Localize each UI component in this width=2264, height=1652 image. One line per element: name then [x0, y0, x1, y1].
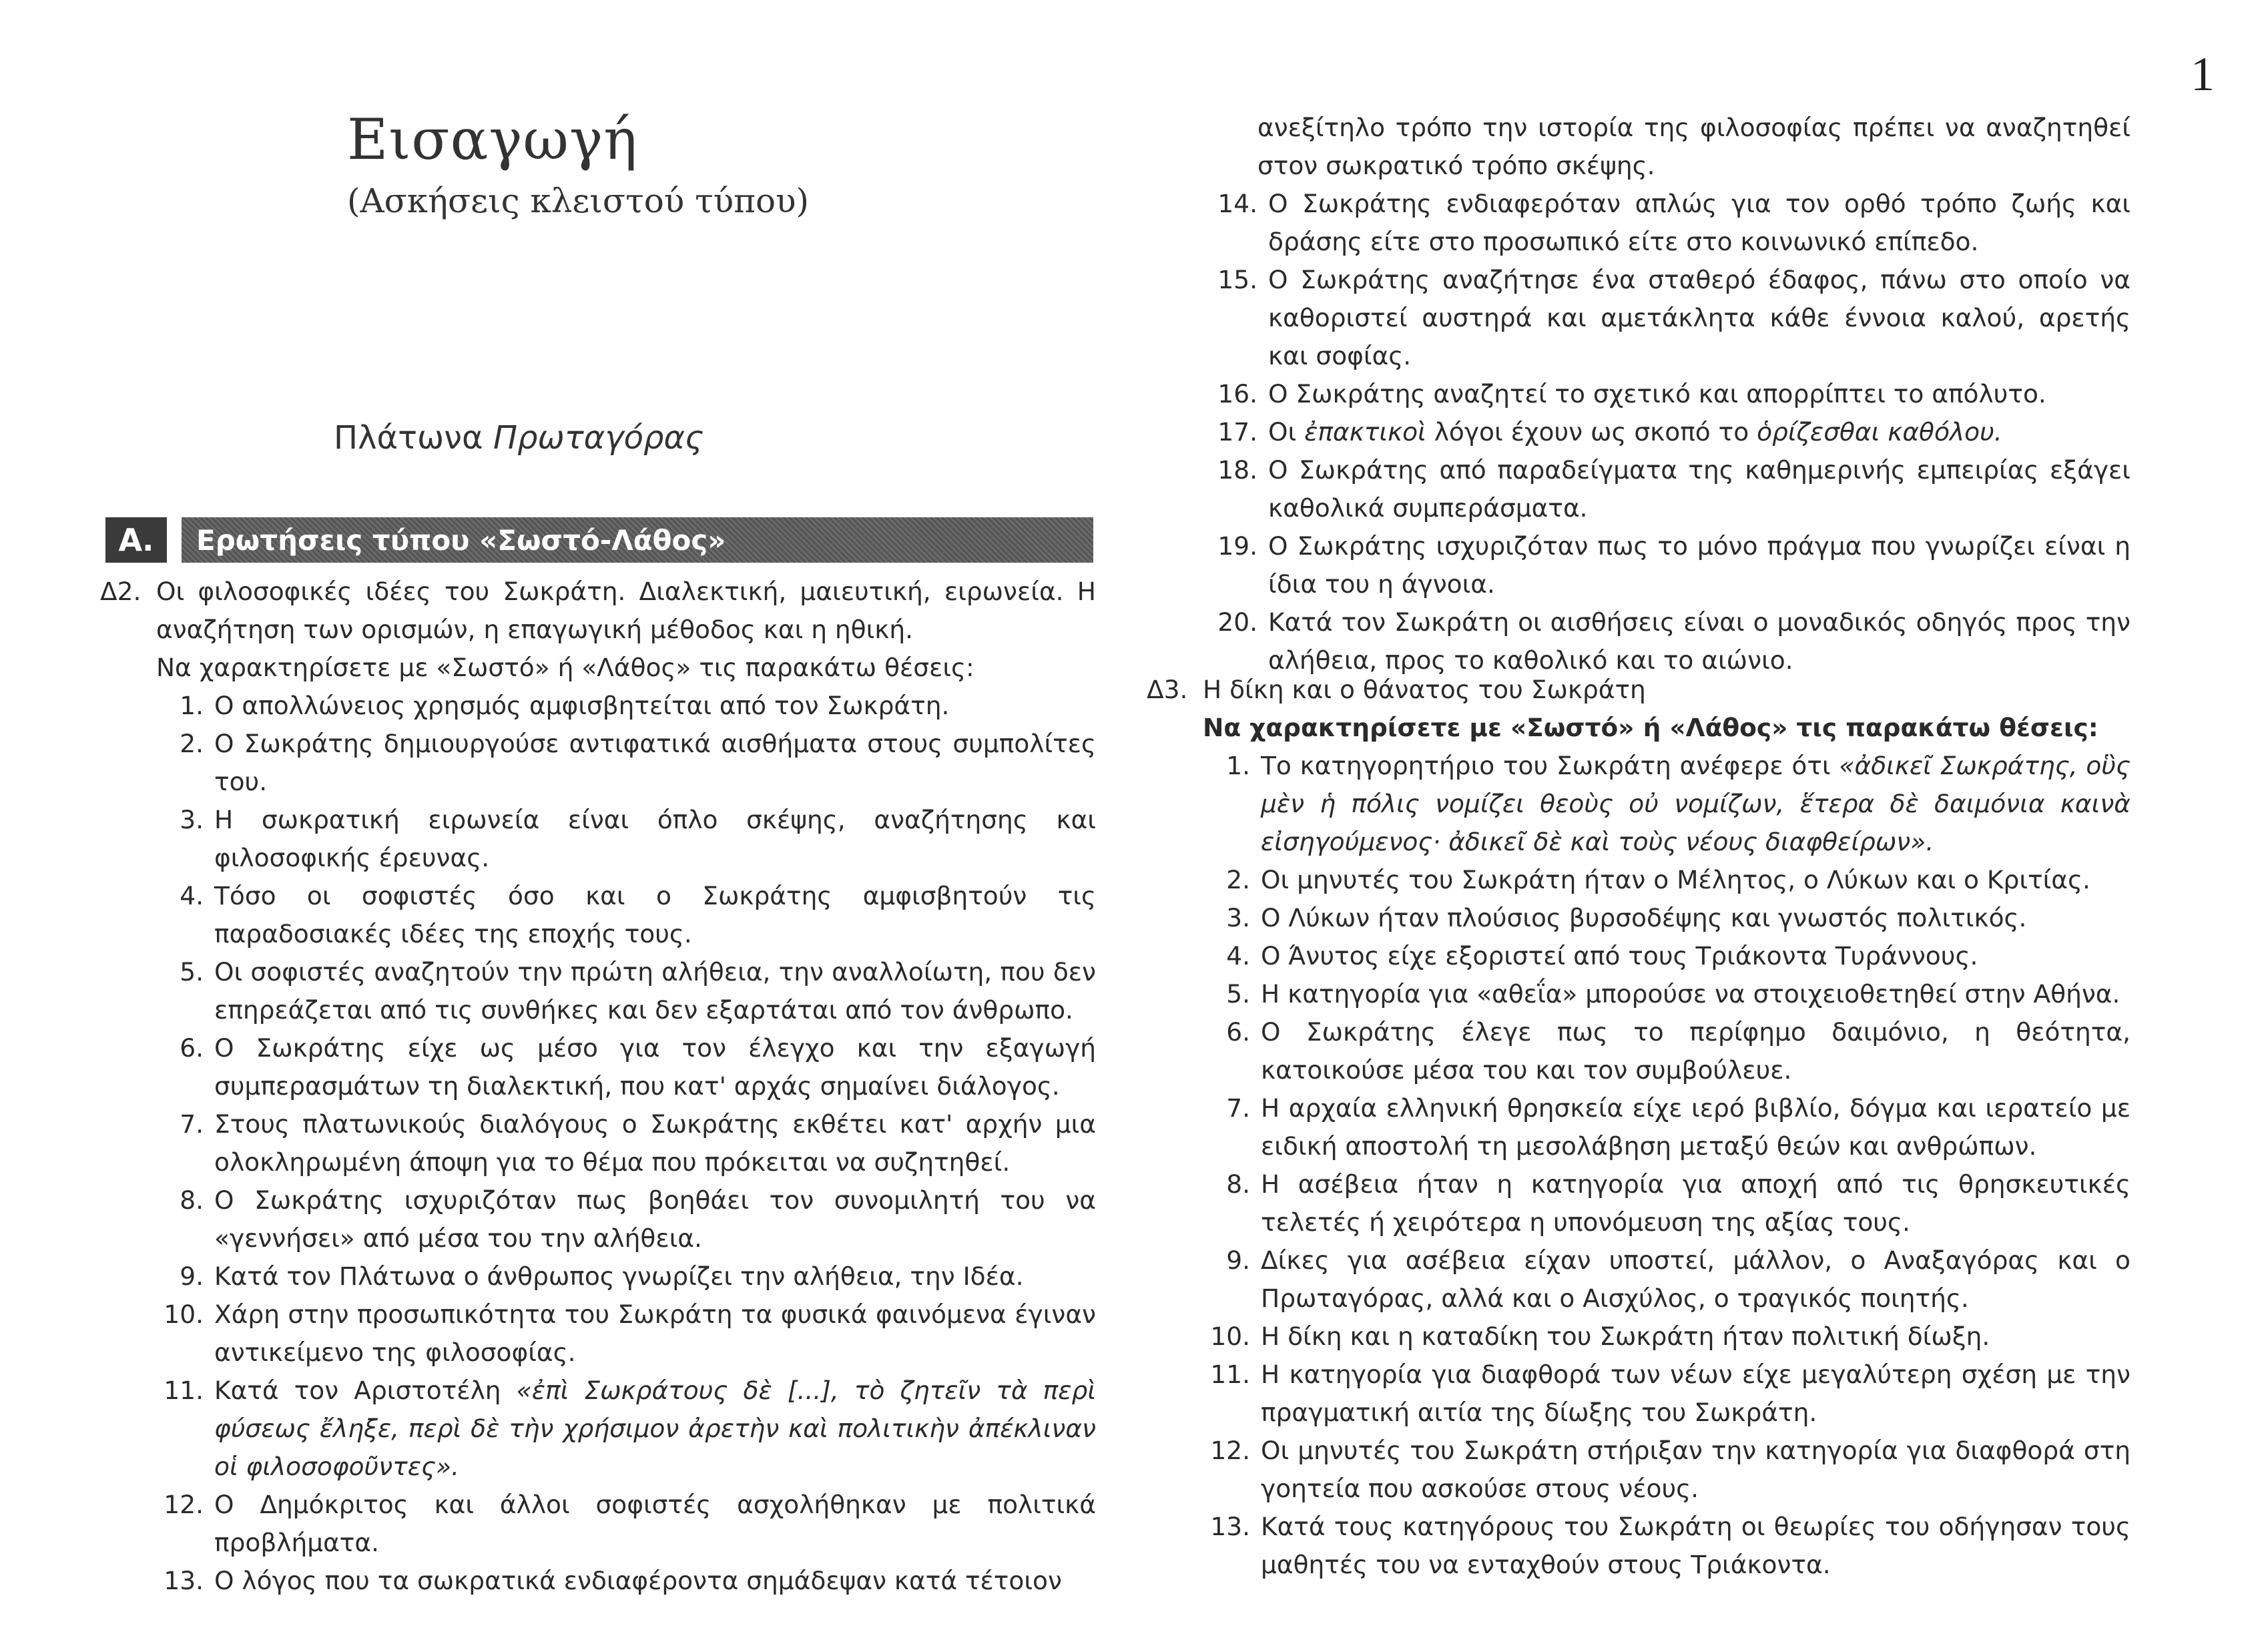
statement-text: [214, 1296, 1096, 1372]
statement-segment: Τόσο οι σοφιστές όσο και ο Σωκράτης αμφισβητούν τις παραδοσιακές ιδέες της εποχής τους.: [214, 881, 1096, 948]
statement-number: 2.: [180, 729, 204, 758]
statement-number: 8.: [180, 1185, 204, 1215]
exercise-heading-text: Η δίκη και ο θάνατος του Σωκράτη: [1203, 675, 1646, 704]
statement-number: 10.: [164, 1300, 204, 1329]
statement-number: 14.: [1217, 189, 1257, 218]
statement-number: 15.: [1217, 265, 1257, 294]
statement-text: [1261, 899, 2131, 937]
statement-text: [1268, 185, 2131, 261]
statement-text: [1268, 451, 2131, 527]
statement-item: [1147, 1356, 2131, 1432]
statement-text: [1268, 527, 2131, 603]
statement-item: [1147, 1242, 2131, 1318]
statement-number: 17.: [1217, 417, 1257, 447]
statement-text: [214, 1029, 1096, 1105]
section-a-label: Ερωτήσεις τύπου «Σωστό-Λάθος»: [182, 517, 1093, 563]
work-title-name: Πρωταγόρας: [493, 419, 704, 457]
statement-segment: Ο Σωκράτης από παραδείγματα της καθημερινής εμπειρίας εξάγει καθολικά συμπεράσματα.: [1268, 455, 2131, 523]
statement-text: [214, 1105, 1096, 1181]
statement-text: [214, 725, 1096, 801]
statement-list: [100, 687, 1096, 1600]
statement-item: [1201, 413, 2131, 451]
statement-number: 13.: [164, 1566, 204, 1595]
statement-number: 6.: [1226, 1017, 1250, 1047]
statement-segment: Η κατηγορία για «αθεΐα» μπορούσε να στοιχειοθετηθεί στην Αθήνα.: [1261, 979, 2120, 1009]
statement-text: [1268, 413, 2131, 451]
statement-quote: ὁρίζεσθαι καθόλου.: [1757, 417, 2002, 447]
statement-item: [1201, 603, 2131, 679]
statement-number: 10.: [1210, 1322, 1250, 1351]
statement-item: [1201, 375, 2131, 413]
statement-item: [1147, 1508, 2131, 1584]
statement-number: 2.: [1226, 865, 1250, 894]
statement-number: 7.: [180, 1109, 204, 1139]
statement-text: [214, 1181, 1096, 1258]
statement-item: [1201, 451, 2131, 527]
statement-item: [1201, 527, 2131, 603]
statement-text: [1261, 1318, 2131, 1356]
statement-number: 9.: [180, 1262, 204, 1291]
statement-item: [100, 1296, 1096, 1372]
statement-quote: «ἀδικεῖ Σωκράτης, οὓς μὲν ἡ πόλις νομίζει θεοὺς οὐ νομίζων, ἕτερα δὲ δαιμόνια καινὰ εἰσηγούμενος· ἀδικεῖ δὲ καὶ τοὺς νέους διαφθείρων».: [1261, 751, 2131, 856]
exercise-d2-heading: [100, 573, 1096, 649]
statement-text: [1268, 603, 2131, 679]
exercise-d2-continued: [1201, 109, 2131, 679]
statement-number: 5.: [180, 957, 204, 987]
statement-text: [1261, 861, 2131, 899]
statement-item: [1201, 185, 2131, 261]
statement-segment: Ο Σωκράτης δημιουργούσε αντιφατικά αισθήματα στους συμπολίτες του.: [214, 729, 1096, 796]
statement-segment: Δίκες για ασέβεια είχαν υποστεί, μάλλον, ο Αναξαγόρας και ο Πρωταγόρας, αλλά και ο Αισχύλος, ο τραγικός ποιητής.: [1261, 1246, 2131, 1313]
statement-text: [1268, 375, 2131, 413]
statement-segment: Η δίκη και η καταδίκη του Σωκράτη ήταν πολιτική δίωξη.: [1261, 1322, 1990, 1351]
exercise-heading-text: Οι φιλοσοφικές ιδέες του Σωκράτη. Διαλεκτική, μαιευτική, ειρωνεία. Η αναζήτηση των ορισμών, η επαγωγική μέθοδος και η ηθική.: [156, 577, 1096, 644]
statement-segment: Ο Άνυτος είχε εξοριστεί από τους Τριάκοντα Τυράννους.: [1261, 941, 1978, 971]
statement-text: [1261, 1242, 2131, 1318]
statement-segment: Ο λόγος που τα σωκρατικά ενδιαφέροντα σημάδεψαν κατά τέτοιον: [214, 1566, 1062, 1595]
statement-item: [100, 1105, 1096, 1181]
statement-item: [100, 1258, 1096, 1296]
statement-segment: Οι σοφιστές αναζητούν την πρώτη αλήθεια, την αναλλοίωτη, που δεν επηρεάζεται από τις συνθήκες και δεν εξαρτάται από τον άνθρωπο.: [214, 957, 1096, 1025]
statement-number: 1.: [1226, 751, 1250, 780]
statement-list: [1147, 747, 2131, 1584]
statement-segment: Ο Σωκράτης ενδιαφερόταν απλώς για τον ορθό τρόπο ζωής και δράσης είτε στο προσωπικό είτε στο κοινωνικό επίπεδο.: [1268, 189, 2131, 256]
section-a-letter: Α.: [105, 517, 167, 563]
statement-segment: Κατά τον Αριστοτέλη: [214, 1376, 501, 1405]
statement-segment: Κατά τους κατηγόρους του Σωκράτη οι θεωρίες του οδήγησαν τους μαθητές του να ενταχθούν στους Τριάκοντα.: [1261, 1512, 2131, 1579]
statement-item: [1147, 899, 2131, 937]
statement-item: [1147, 747, 2131, 861]
statement-item: [1147, 1165, 2131, 1242]
statement-segment: λόγοι έχουν ως σκοπό το: [1434, 417, 1749, 447]
statement-text: [1261, 1013, 2131, 1089]
statement-item: [100, 801, 1096, 877]
statement-item: [100, 725, 1096, 801]
statement-segment: Οι μηνυτές του Σωκράτη ήταν ο Μέλητος, ο Λύκων και ο Κριτίας.: [1261, 865, 2090, 894]
statement-text: [214, 1486, 1096, 1562]
statement-segment: Ο Σωκράτης είχε ως μέσο για τον έλεγχο και την εξαγωγή συμπερασμάτων τη διαλεκτική, που κατ' αρχάς σημαίνει διάλογος.: [214, 1033, 1096, 1101]
statement-text: [1261, 1165, 2131, 1242]
statement-number: 12.: [164, 1490, 204, 1519]
page-subtitle: (Ασκήσεις κλειστού τύπου): [347, 182, 810, 220]
statement-segment: Οι μηνυτές του Σωκράτη στήριξαν την κατηγορία για διαφθορά στη γοητεία που ασκούσε στους νέους.: [1261, 1436, 2131, 1503]
statement-number: 12.: [1210, 1436, 1250, 1465]
statement-text: [214, 1258, 1096, 1296]
page-title: Εισαγωγή: [347, 107, 638, 172]
statement-text: [214, 1562, 1096, 1600]
statement-item: [100, 1486, 1096, 1562]
work-title: [334, 419, 703, 457]
statement-item: [100, 1372, 1096, 1486]
exercise-instruction: Να χαρακτηρίσετε με «Σωστό» ή «Λάθος» τις παρακάτω θέσεις:: [1203, 713, 2098, 742]
statement-number: 18.: [1217, 455, 1257, 485]
statement-number: 3.: [1226, 903, 1250, 932]
statement-item: [100, 953, 1096, 1029]
statement-number: 20.: [1217, 607, 1257, 637]
statement-segment: Η αρχαία ελληνική θρησκεία είχε ιερό βιβλίο, δόγμα και ιερατείο με ειδική αποστολή τη μεσολάβηση μεταξύ θεών και ανθρώπων.: [1261, 1093, 2131, 1161]
statement-number: 1.: [180, 691, 204, 720]
statement-number: 8.: [1226, 1169, 1250, 1199]
statement-number: 4.: [1226, 941, 1250, 971]
work-title-prefix: Πλάτωνα: [334, 419, 483, 457]
exercise-d2: [100, 573, 1096, 1600]
statement-segment: Το κατηγορητήριο του Σωκράτη ανέφερε ότι: [1261, 751, 1831, 780]
statement-item: [100, 877, 1096, 953]
statement-segment: Ο απολλώνειος χρησμός αμφισβητείται από τον Σωκράτη.: [214, 691, 950, 720]
statement-number: 4.: [180, 881, 204, 910]
statement-number: 7.: [1226, 1093, 1250, 1123]
statement-number: 19.: [1217, 531, 1257, 561]
statement-segment: Η σωκρατική ειρωνεία είναι όπλο σκέψης, αναζήτησης και φιλοσοφικής έρευνας.: [214, 805, 1096, 872]
statement-segment: Ο Σωκράτης ισχυριζόταν πως το μόνο πράγμα που γνωρίζει είναι η ίδια του η άγνοια.: [1268, 531, 2131, 599]
statement-item: [1147, 1432, 2131, 1508]
exercise-number: Δ2.: [100, 577, 142, 606]
statement-item: [100, 1181, 1096, 1258]
statement-segment: Ο Σωκράτης αναζητεί το σχετικό και απορρίπτει το απόλυτο.: [1268, 379, 2046, 408]
statement-item: [1147, 937, 2131, 975]
statement-quote: ἐπακτικοὶ: [1304, 417, 1426, 447]
statement-segment: Χάρη στην προσωπικότητα του Σωκράτη τα φυσικά φαινόμενα έγιναν αντικείμενο της φιλοσοφίας.: [214, 1300, 1096, 1367]
statement-segment: Στους πλατωνικούς διαλόγους ο Σωκράτης εκθέτει κατ' αρχήν μια ολοκληρωμένη άποψη για το θέμα που πρόκειται να συζητηθεί.: [214, 1109, 1096, 1177]
statement-segment: Κατά τον Σωκράτη οι αισθήσεις είναι ο μοναδικός οδηγός προς την αλήθεια, προς το καθολικό και το αιώνιο.: [1268, 607, 2131, 675]
page-number: 1: [2191, 47, 2215, 101]
statement-segment: Η ασέβεια ήταν η κατηγορία για αποχή από τις θρησκευτικές τελετές ή χειρότερα η υπονόμευση της αξίας τους.: [1261, 1169, 2131, 1237]
statement-text: [214, 953, 1096, 1029]
statement-number: 11.: [164, 1376, 204, 1405]
statement-segment: Ο Σωκράτης αναζήτησε ένα σταθερό έδαφος, πάνω στο οποίο να καθοριστεί αυστηρά και αμετάκλητα κάθε έννοια καλού, αρετής και σοφίας.: [1268, 265, 2131, 370]
statement-item: [1147, 975, 2131, 1013]
statement-item: [1201, 261, 2131, 375]
statement-text: [214, 687, 1096, 725]
statement-segment: Η κατηγορία για διαφθορά των νέων είχε μεγαλύτερη σχέση με την πραγματική αιτία της δίωξης του Σωκράτη.: [1261, 1360, 2131, 1427]
statement-item: [1147, 1318, 2131, 1356]
exercise-number: Δ3.: [1147, 675, 1188, 704]
statement-segment: Ο Σωκράτης ισχυριζόταν πως βοηθάει τον συνομιλητή του να «γεννήσει» από μέσα του την αλήθεια.: [214, 1185, 1096, 1253]
statement-number: 13.: [1210, 1512, 1250, 1541]
statement-segment: Κατά τον Πλάτωνα ο άνθρωπος γνωρίζει την αλήθεια, την Ιδέα.: [214, 1262, 1024, 1291]
statement-text: [1261, 747, 2131, 861]
statement-number: 9.: [1226, 1246, 1250, 1275]
statement-item: [100, 687, 1096, 725]
statement-number: 16.: [1217, 379, 1257, 408]
statement-item: [1147, 1089, 2131, 1165]
statement-text: [1261, 1089, 2131, 1165]
statement-continuation: ανεξίτηλο τρόπο την ιστορία της φιλοσοφίας πρέπει να αναζητηθεί στον σωκρατικό τρόπο σκέψης.: [1257, 113, 2131, 180]
statement-text: [214, 877, 1096, 953]
statement-item: [100, 1562, 1096, 1600]
statement-segment: Ο Λύκων ήταν πλούσιος βυρσοδέψης και γνωστός πολιτικός.: [1261, 903, 2027, 932]
statement-text: [1261, 1432, 2131, 1508]
statement-item: [1147, 861, 2131, 899]
statement-text: [1261, 975, 2131, 1013]
statement-segment: Ο Δημόκριτος και άλλοι σοφιστές ασχολήθηκαν με πολιτικά προβλήματα.: [214, 1490, 1096, 1557]
statement-number: 11.: [1210, 1360, 1250, 1389]
statement-item: [1147, 1013, 2131, 1089]
statement-text: [1268, 261, 2131, 375]
statement-text: [1261, 1508, 2131, 1584]
statement-number: 3.: [180, 805, 204, 834]
section-a-banner: [105, 517, 1093, 563]
statement-text: [1261, 1356, 2131, 1432]
statement-item: [100, 1029, 1096, 1105]
exercise-instruction: Να χαρακτηρίσετε με «Σωστό» ή «Λάθος» τις παρακάτω θέσεις:: [156, 653, 974, 682]
exercise-d3: [1147, 671, 2131, 1584]
exercise-d3-heading: [1147, 671, 2131, 709]
statement-text: [1261, 937, 2131, 975]
statement-segment: Οι: [1268, 417, 1297, 447]
statement-number: 6.: [180, 1033, 204, 1063]
statement-list: [1201, 185, 2131, 679]
statement-segment: Ο Σωκράτης έλεγε πως το περίφημο δαιμόνιο, η θεότητα, κατοικούσε μέσα του και τον συμβούλευε.: [1261, 1017, 2131, 1085]
statement-number: 5.: [1226, 979, 1250, 1009]
statement-text: [214, 801, 1096, 877]
statement-text: [214, 1372, 1096, 1486]
statement-quote: «ἐπὶ Σωκράτους δὲ [...], τὸ ζητεῖν τὰ περὶ φύσεως ἔληξε, περὶ δὲ τὴν χρήσιμον ἀρετὴν καὶ πολιτικὴν ἀπέκλιναν οἱ φιλοσοφοῦντες».: [214, 1376, 1097, 1481]
